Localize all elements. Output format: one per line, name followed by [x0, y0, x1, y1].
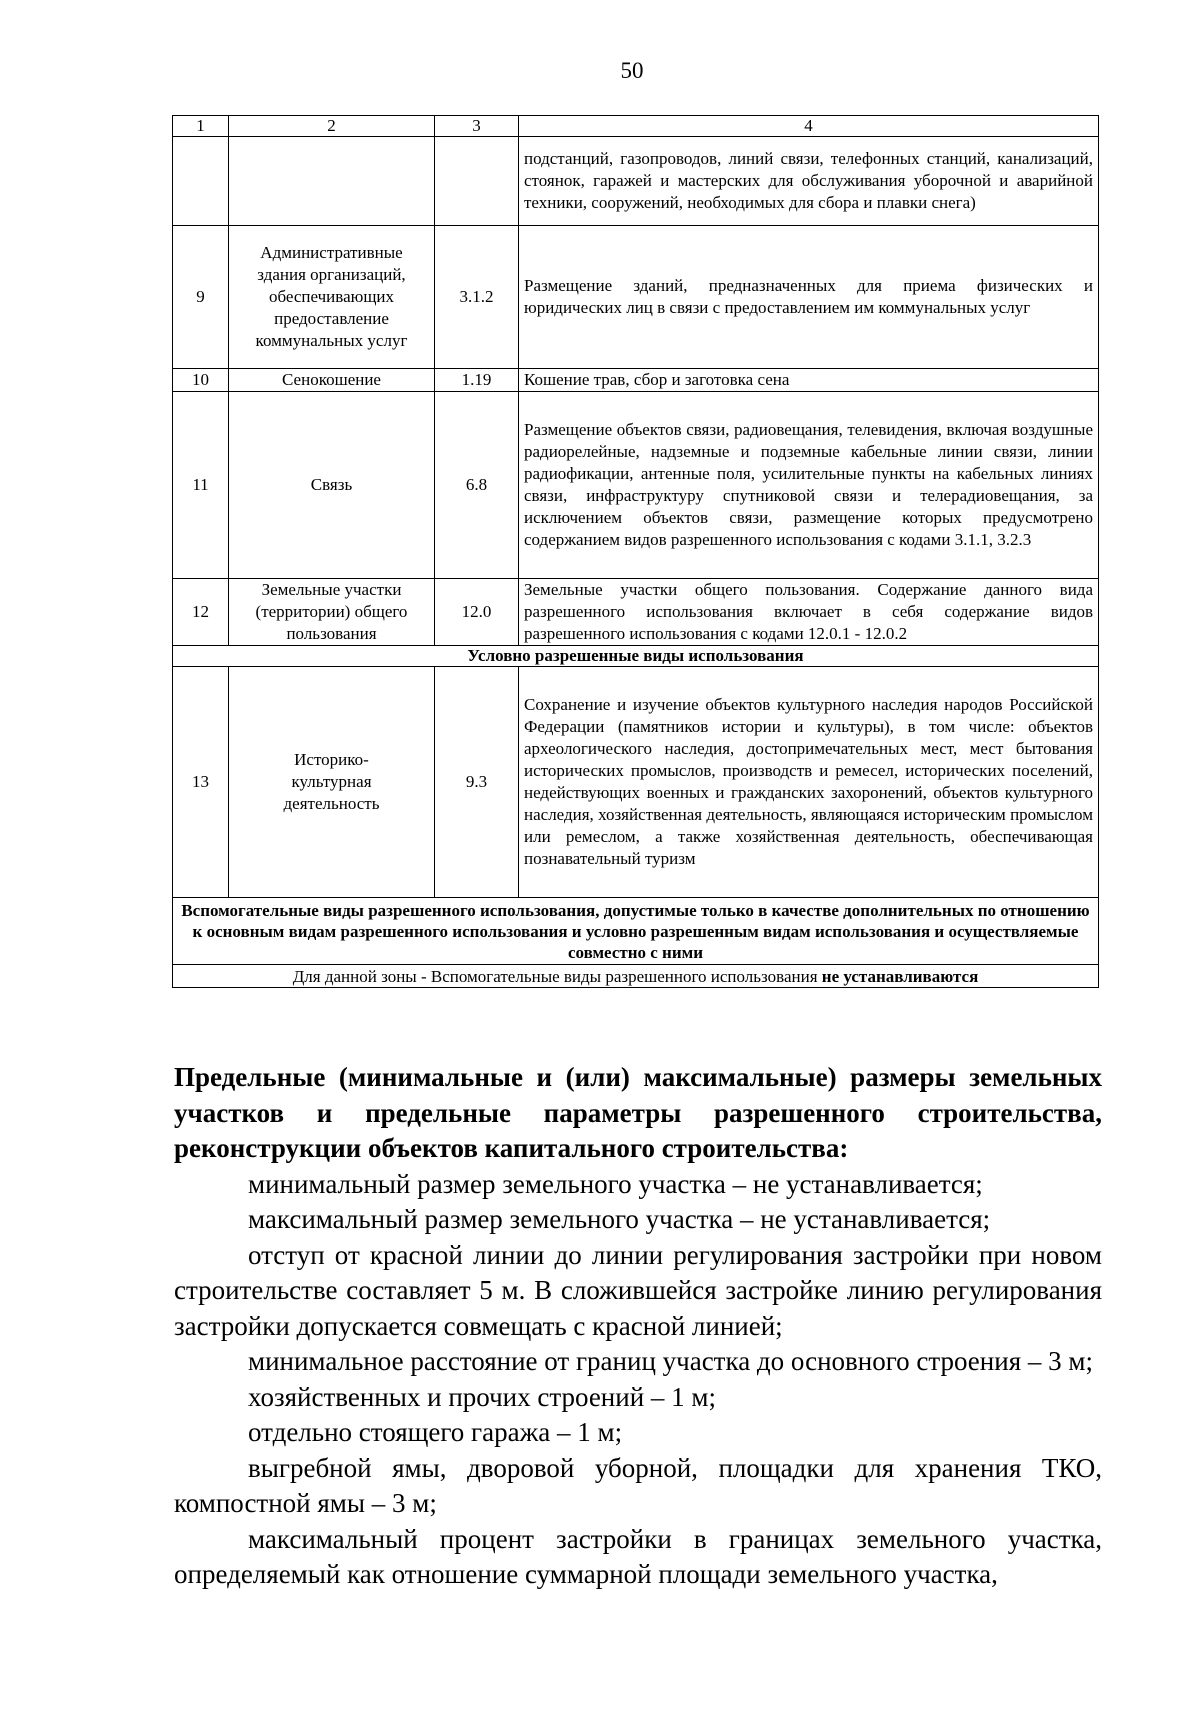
section-row-auxiliary [173, 898, 1099, 965]
row-code: 12.0 [435, 579, 519, 646]
parameter-paragraph: минимальный размер земельного участка – не устанавливается; [248, 1168, 983, 1199]
row-code: 6.8 [435, 392, 519, 579]
row-number: 10 [173, 369, 229, 392]
parameters-heading: Предельные (минимальные и (или) максимальные) размеры земельных участков и предельные параметры разрешенного строительства, реконструкции объектов капитального строительства: [174, 1062, 1102, 1163]
row-number: 12 [173, 579, 229, 646]
section-row-conditional [173, 646, 1099, 667]
empty-cell [435, 137, 519, 226]
table-header-row [173, 116, 1099, 137]
table-row [173, 667, 1099, 898]
auxiliary-note-text: Для данной зоны - Вспомогательные виды разрешенного использования [292, 966, 822, 986]
parameters-section [174, 1060, 1102, 1593]
row-number: 9 [173, 226, 229, 369]
row-description: подстанций, газопроводов, линий связи, телефонных станций, канализаций, стоянок, гаражей и мастерских для обслуживания уборочной и аварийной техники, сооружений, необходимых для сбора и плавки снега) [519, 137, 1099, 226]
parameter-paragraph: выгребной ямы, дворовой уборной, площадки для хранения ТКО, компостной ямы – 3 м; [174, 1452, 1102, 1518]
parameter-paragraph: минимальное расстояние от границ участка до основного строения – 3 м; [248, 1346, 1093, 1376]
land-use-table [172, 115, 1099, 988]
auxiliary-note [173, 965, 1099, 988]
row-code: 9.3 [435, 667, 519, 898]
parameter-paragraph: отступ от красной линии до линии регулирования застройки при новом строительстве составляет 5 м. В сложившейся застройке линию регулирования застройки допускается совмещать с красной линией; [174, 1239, 1102, 1341]
table-row [173, 226, 1099, 369]
empty-cell [173, 137, 229, 226]
row-code: 1.19 [435, 369, 519, 392]
row-description: Земельные участки общего пользования. Содержание данного вида разрешенного использования включает в себя содержание видов разрешенного использования с кодами 12.0.1 - 12.0.2 [519, 579, 1099, 646]
table-row-continuation [173, 137, 1099, 226]
row-name: Административные здания организаций, обеспечивающих предоставление коммунальных услуг [229, 226, 435, 369]
auxiliary-note-emphasis: не устанавливаются [821, 966, 979, 986]
row-description: Размещение зданий, предназначенных для приема физических и юридических лиц в связи с предоставлением им коммунальных услуг [519, 226, 1099, 369]
row-name: Сенокошение [229, 369, 435, 392]
column-header-3: 3 [435, 116, 519, 137]
page-number: 50 [620, 58, 644, 83]
row-name: Земельные участки (территории) общего пользования [229, 579, 435, 646]
row-name: Историко-культурная деятельность [229, 667, 435, 898]
row-name: Связь [229, 392, 435, 579]
parameter-paragraph: максимальный процент застройки в границах земельного участка, определяемый как отношение суммарной площади земельного участка, [174, 1523, 1102, 1589]
row-number: 11 [173, 392, 229, 579]
parameter-paragraph: отдельно стоящего гаража – 1 м; [248, 1417, 623, 1447]
column-header-4: 4 [519, 116, 1099, 137]
row-code: 3.1.2 [435, 226, 519, 369]
table-row [173, 369, 1099, 392]
row-description: Сохранение и изучение объектов культурного наследия народов Российской Федерации (памятников истории и культуры), в том числе: объектов археологического наследия, достопримечательных мест, мест бытования исторических промыслов, производств и ремесел, исторических поселений, недействующих военных и гражданских захоронений, объектов культурного наследия, хозяйственная деятельность, являющаяся историческим промыслом или ремеслом, а также хозяйственная деятельность, обеспечивающая познавательный туризм [519, 667, 1099, 898]
row-description: Размещение объектов связи, радиовещания, телевидения, включая воздушные радиорелейные, надземные и подземные кабельные линии связи, линии радиофикации, антенные поля, усилительные пункты на кабельных линиях связи, инфраструктуру спутниковой связи и телерадиовещания, за исключением объектов связи, размещение которых предусмотрено содержанием видов разрешенного использования с кодами 3.1.1, 3.2.3 [519, 392, 1099, 579]
table-row [173, 579, 1099, 646]
row-number: 13 [173, 667, 229, 898]
row-description: Кошение трав, сбор и заготовка сена [519, 369, 1099, 392]
parameter-paragraph: максимальный размер земельного участка – не устанавливается; [248, 1204, 991, 1234]
parameter-paragraph: хозяйственных и прочих строений – 1 м; [248, 1381, 716, 1412]
empty-cell [229, 137, 435, 226]
column-header-1: 1 [173, 116, 229, 137]
section-heading-auxiliary: Вспомогательные виды разрешенного использования, допустимые только в качестве дополнительных по отношению к основным видам разрешенного использования и условно разрешенным видам использования и осуществляемые совместно с ними [173, 898, 1099, 965]
section-heading-conditional: Условно разрешенные виды использования [173, 646, 1099, 667]
table-row [173, 392, 1099, 579]
column-header-2: 2 [229, 116, 435, 137]
auxiliary-note-row [173, 965, 1099, 988]
